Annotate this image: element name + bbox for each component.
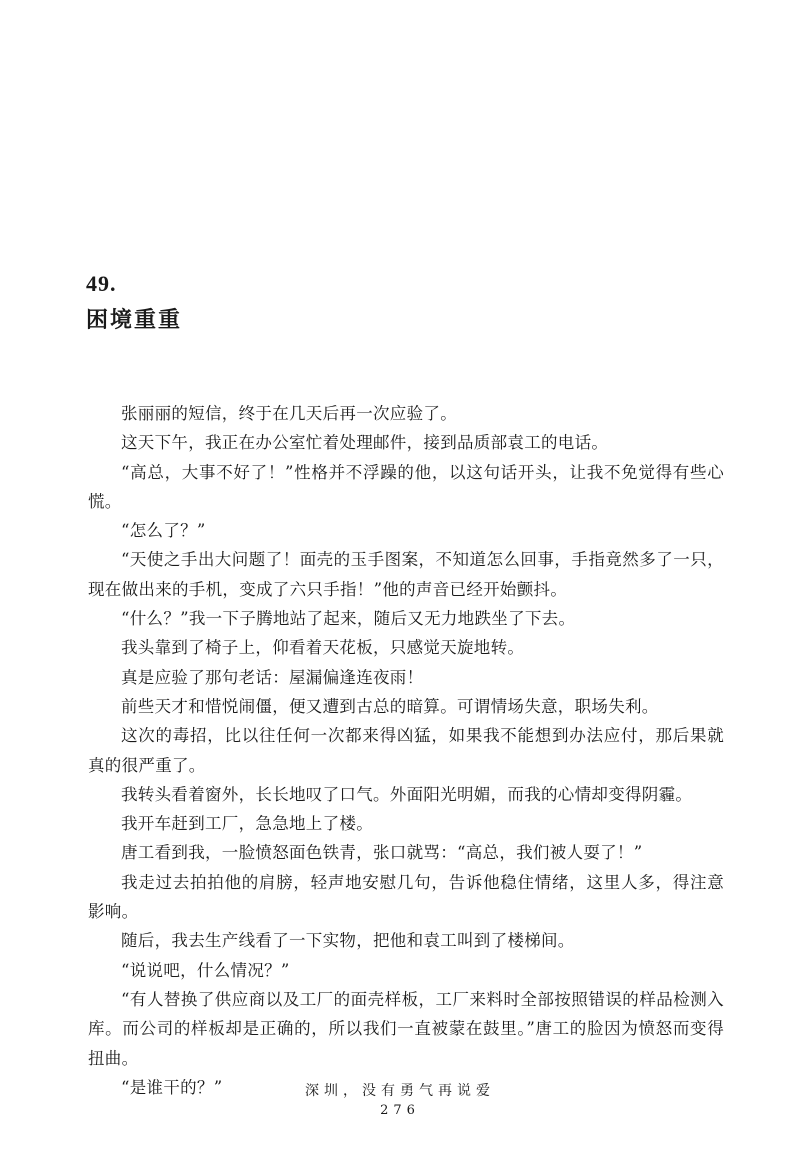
paragraph: 唐工看到我，一脸愤怒面色铁青，张口就骂：“高总，我们被人耍了！”: [121, 843, 643, 863]
paragraph: “什么？”我一下子腾地站了起来，随后又无力地跌坐了下去。: [121, 609, 576, 629]
paragraph: 我头靠到了椅子上，仰看着天花板，只感觉天旋地转。: [121, 638, 525, 658]
chapter-title: 困境重重: [86, 308, 183, 333]
chapter-number: 49.: [86, 271, 117, 296]
paragraph: 真是应验了那句老话：屋漏偏逢连夜雨！: [121, 667, 424, 687]
paragraph: “说说吧，什么情况？”: [121, 960, 290, 980]
paragraph: “是谁干的？”: [121, 1077, 223, 1097]
paragraph: “怎么了？”: [121, 521, 206, 541]
paragraph: 我走过去拍拍他的肩膀，轻声地安慰几句，告诉他稳住情绪，这里人多，得注意影响。: [88, 872, 724, 922]
paragraph: 张丽丽的短信，终于在几天后再一次应验了。: [121, 404, 457, 423]
paragraph: “有人替换了供应商以及工厂的面壳样板，工厂来料时全部按照错误的样品检测入库。而公司的样板却是正确的，所以我们一直被蒙在鼓里。”唐工的脸因为愤怒而变得扭曲。: [88, 989, 724, 1068]
paragraph: 这次的毒招，比以往任何一次都来得凶猛，如果我不能想到办法应付，那后果就真的很严重了。: [88, 726, 724, 775]
running-footer-title: 深圳，没有勇气再说爱: [305, 1083, 495, 1099]
paragraph: 随后，我去生产线看了一下实物，把他和袁工叫到了楼梯间。: [121, 931, 575, 951]
paragraph: 前些天才和惜悦闹僵，便又遭到古总的暗算。可谓情场失意，职场失利。: [121, 696, 659, 716]
paragraph: 这天下午，我正在办公室忙着处理邮件，接到品质部袁工的电话。: [121, 433, 609, 453]
paragraph: 我开车赶到工厂，急急地上了楼。: [121, 814, 373, 834]
paragraph: “天使之手出大问题了！面壳的玉手图案，不知道怎么回事，手指竟然多了一只，现在做出来的手机，变成了六只手指！”他的声音已经开始颤抖。: [88, 550, 724, 599]
page-number: 276: [380, 1103, 420, 1118]
body-text: [88, 399, 724, 1102]
paragraph: “高总，大事不好了！”性格并不浮躁的他，以这句话开头，让我不免觉得有些心慌。: [88, 462, 724, 511]
paragraph: 我转头看着窗外，长长地叹了口气。外面阳光明媚，而我的心情却变得阴霾。: [121, 784, 693, 804]
